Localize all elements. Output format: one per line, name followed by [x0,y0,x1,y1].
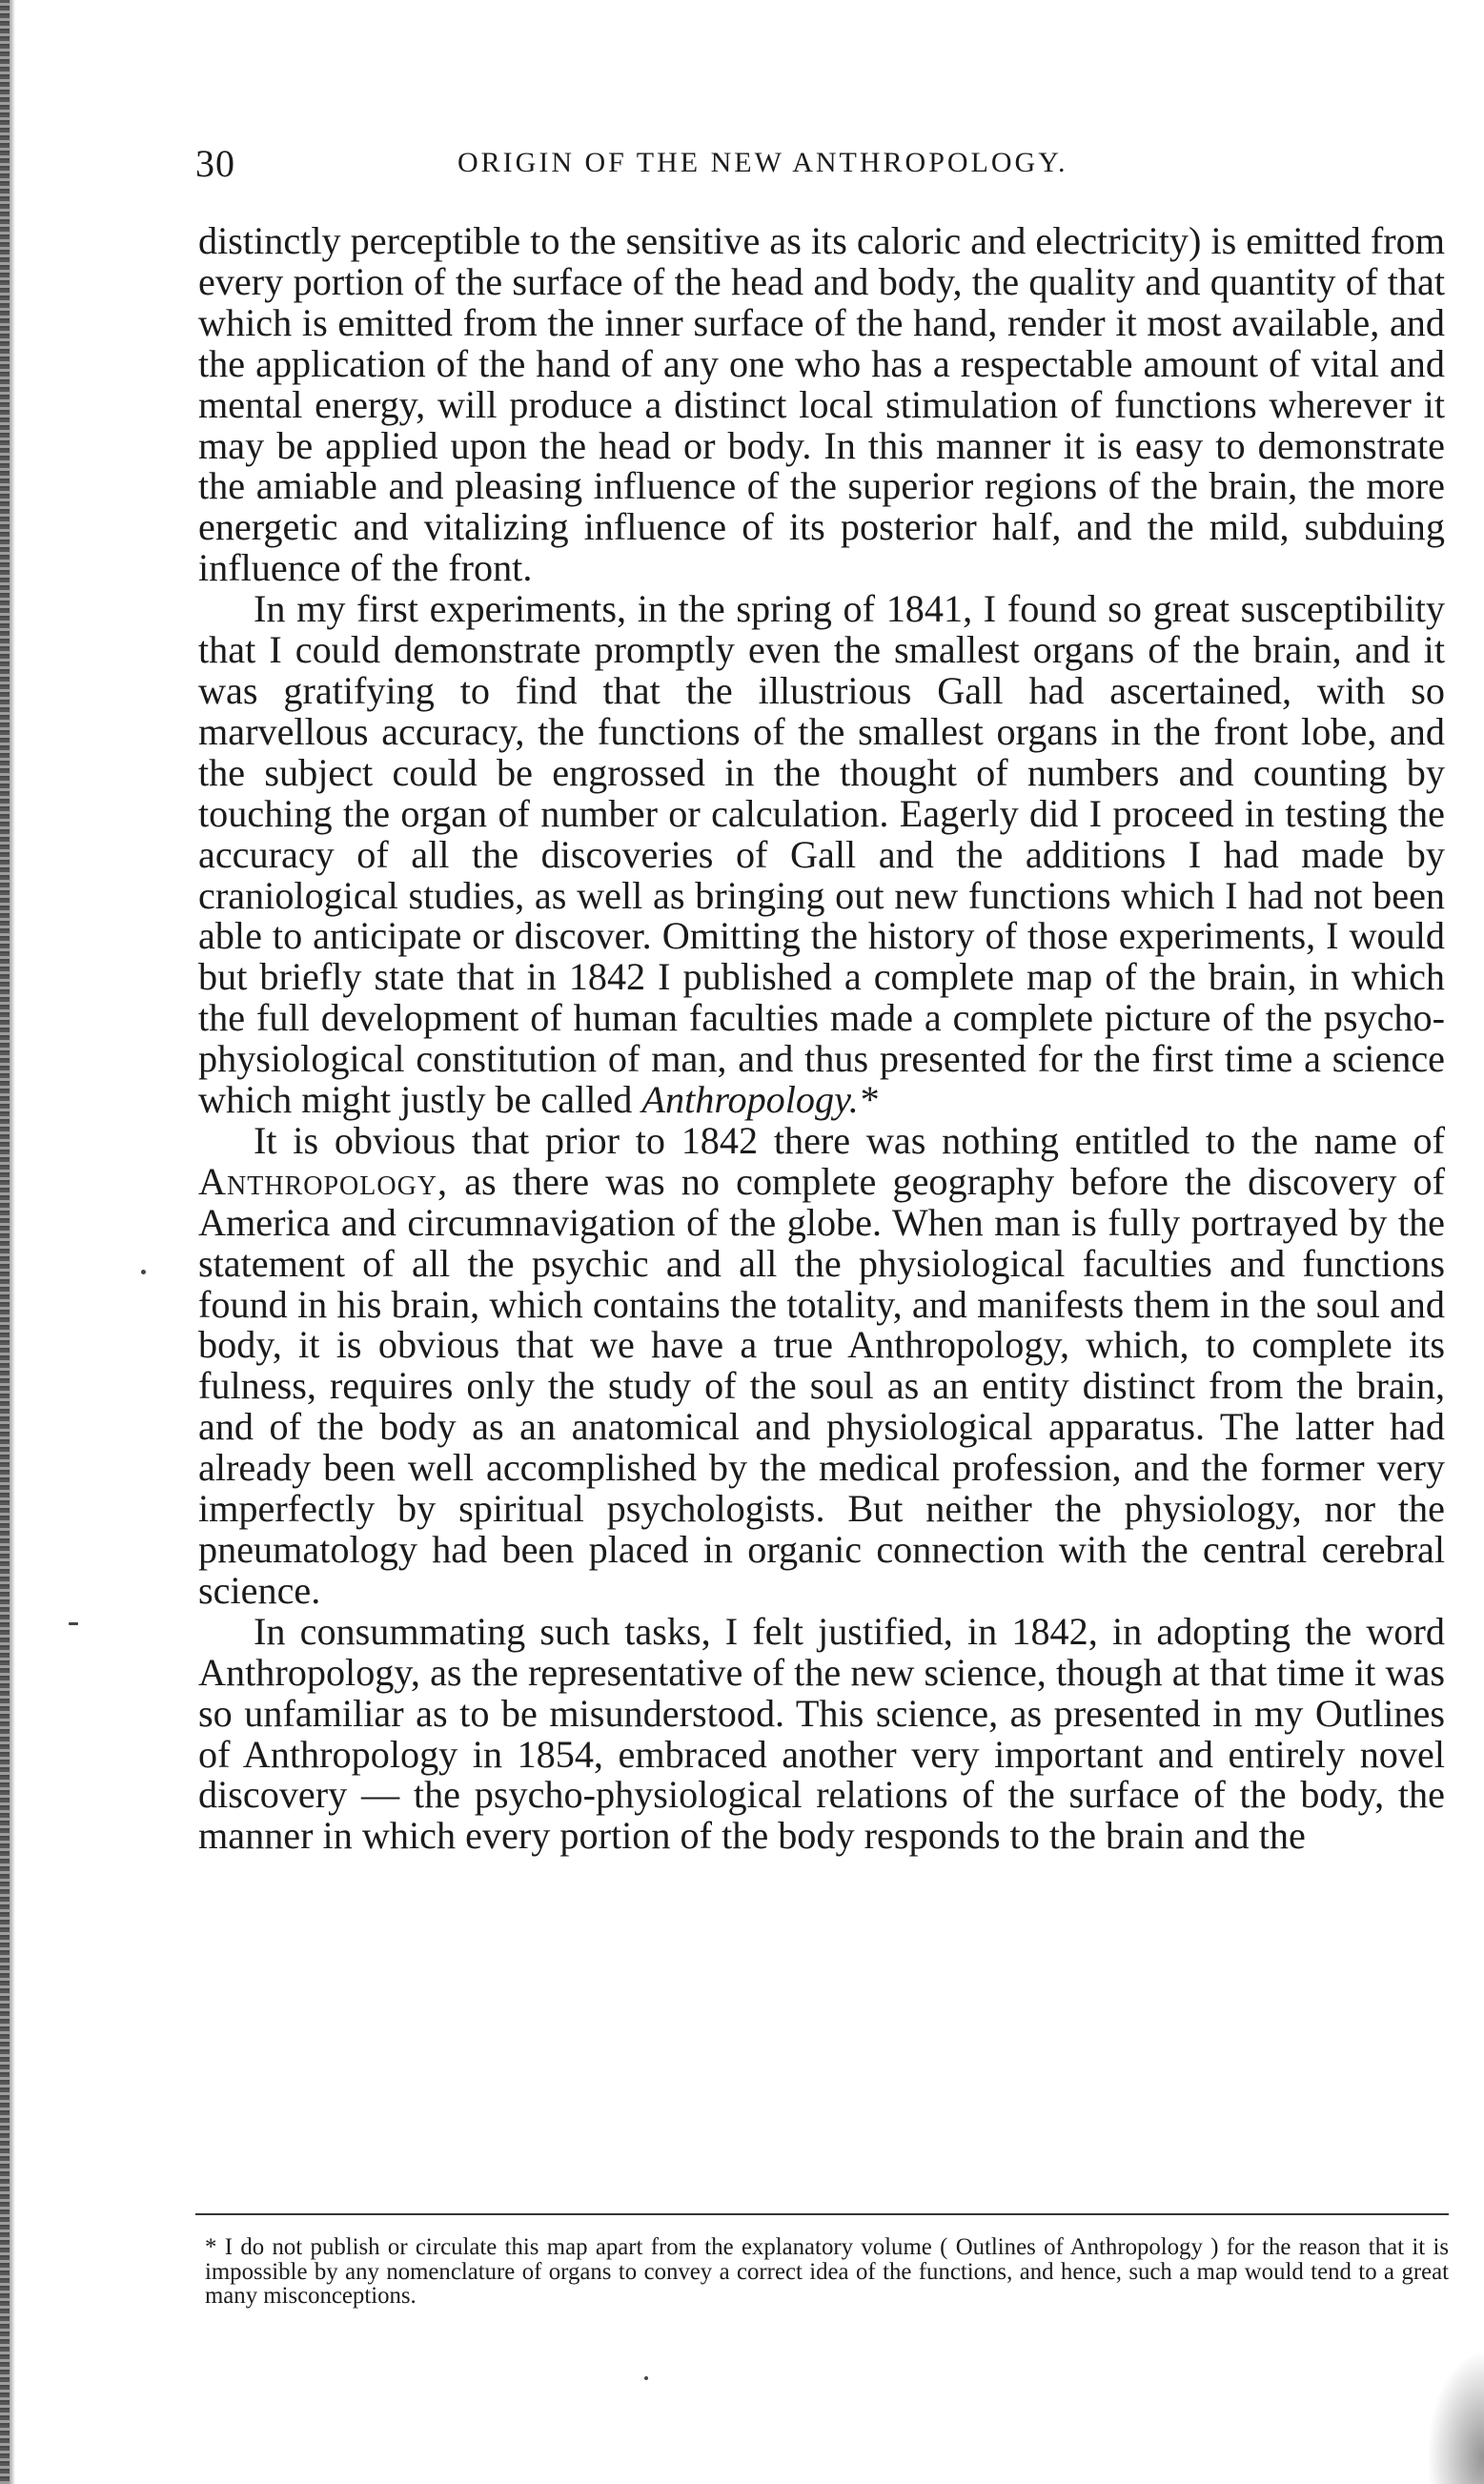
page-header [195,141,1301,191]
paragraph-3 [198,1118,1445,1612]
paragraph-3-rest: as there was no complete geography before the discovery of America and circumnavigation of the globe. When man is fully portrayed by the statement of all the psychic and all the physiological faculties and functions found in his brain, which contains the totality, and manifests them in the soul and body, it is obvious that we have a true Anthropology, which, to complete its fulness, requires only the study of the soul as an entity distinct from the brain, and of the body as an anatomical and physiological apparatus. The latter had already been well accomplished by the medical profession, and the former very imperfectly by spiritual psychologists. But neither the physiology, nor the pneumatology had been placed in organic connection with the central cerebral science. [198,1159,1445,1612]
body-text [198,221,1445,1857]
ink-speck [69,1622,78,1625]
footnote-text: * I do not publish or circulate this map apart from the explanatory volume ( Outlines of Anthropology ) for the reason that it is impossible by any nomenclature of organs to convey a correct idea of the functions, and hence, such a map would tend to a great many misconceptions. [205,2234,1449,2309]
ink-speck [141,1270,146,1274]
page-corner-smudge [1427,2351,1484,2484]
page-number: 30 [195,142,235,185]
paragraph-1: distinctly perceptible to the sensitive as its caloric and electricity) is emitted from every portion of the surface of the head and body, the quality and quantity of that which is emitted from the inner surface of the hand, render it most available, and the application of the hand of any one who has a respectable amount of vital and mental energy, will produce a distinct local stimulation of functions wherever it may be applied upon the head or body. In this manner it is easy to demonstrate the amiable and pleasing influence of the superior regions of the brain, the more energetic and vitalizing influence of its posterior half, and the mild, subduing influence of the front. [198,219,1445,590]
anthropology-small-caps: Anthropology, [198,1159,449,1203]
running-title: ORIGIN OF THE NEW ANTHROPOLOGY. [457,147,1068,178]
footnote [205,2235,1449,2309]
binding-shadow [10,0,15,2484]
binding-edge [0,0,10,2484]
paragraph-2 [198,589,1445,1121]
anthropology-italic: Anthropology. [641,1078,859,1122]
paragraph-2-text: In my first experiments, in the spring of 1841, I found so great susceptibility that I could demonstrate promptly even the smallest organs of the brain, and it was gratifying to find that the illustrious Gall had ascertained, with so marvellous accuracy, the functions of the smallest organs in the front lobe, and the subject could be engrossed in the thought of numbers and counting by touching the organ of number or calculation. Eagerly did I proceed in testing the accuracy of all the discoveries of Gall and the additions I had made by craniological studies, as well as bringing out new functions which I had not been able to anticipate or discover. Omitting the history of those experiments, I would but briefly state that in 1842 I published a complete map of the brain, in which the full development of human faculties made a complete picture of the psycho-physiological constitution of man, and thus presented for the first time a science which might justly be called [198,587,1445,1122]
paragraph-3-start: It is obvious that prior to 1842 there was nothing entitled to the name of [254,1118,1445,1162]
ink-speck [644,2376,648,2380]
paragraph-4: In consummating such tasks, I felt justified, in 1842, in adopting the word Anthropology, as the representative of the new science, though at that time it was so unfamiliar as to be misunderstood. This science, as presented in my Outlines of Anthropology in 1854, embraced another very important and entirely novel discovery — the psycho-physiological relations of the surface of the body, the manner in which every portion of the body responds to the brain and the [198,1609,1445,1858]
footnote-rule [195,2213,1449,2215]
footnote-marker: * [858,1078,878,1122]
